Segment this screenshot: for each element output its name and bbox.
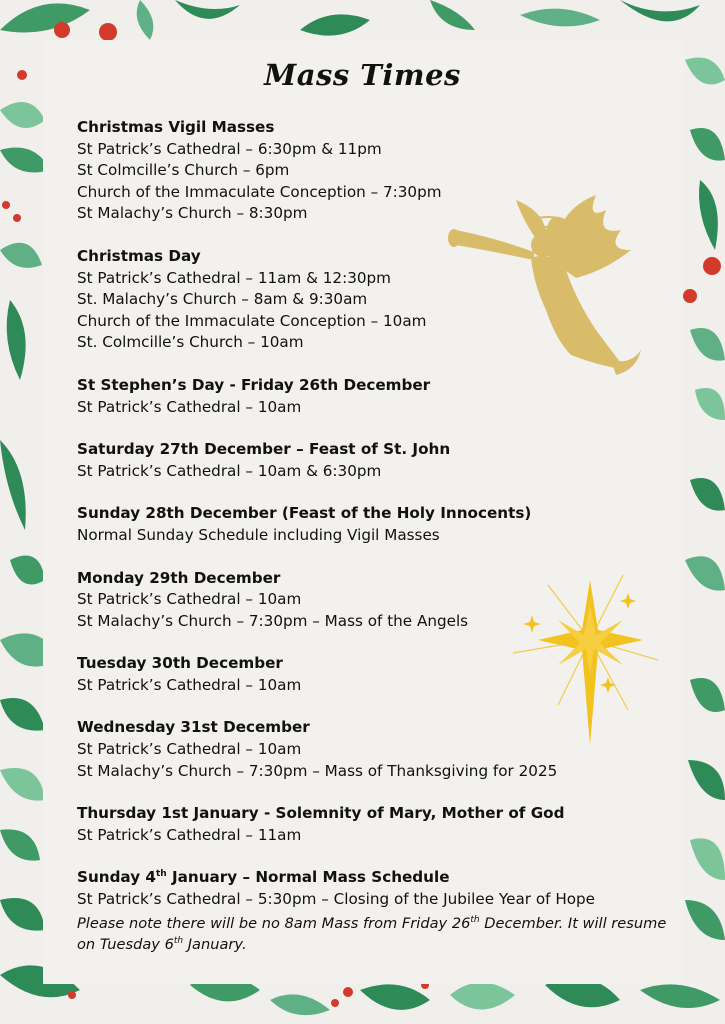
section-heading: Christmas Vigil Masses <box>77 118 275 136</box>
schedule-line: St Patrick’s Cathedral – 10am <box>77 397 302 416</box>
section-heading: Christmas Day <box>77 246 201 265</box>
schedule-section <box>77 653 677 696</box>
schedule-section <box>77 803 677 846</box>
heading-superscript: th <box>155 869 167 880</box>
schedule-line: Normal Sunday Schedule including Vigil Masses <box>77 525 440 544</box>
schedule-section-sunday-4th <box>77 867 677 910</box>
schedule-line: St Patrick’s Cathedral – 10am <box>77 590 302 609</box>
schedule-line: St Malachy’s Church – 7:30pm – Mass of Thanksgiving for 2025 <box>77 761 558 780</box>
section-heading: Saturday 27th December – Feast of St. John <box>77 440 451 459</box>
mass-schedule <box>77 117 677 956</box>
note-text: January. <box>183 936 247 954</box>
schedule-line: St. Malachy’s Church – 8am & 9:30am <box>77 290 368 309</box>
schedule-line: St Patrick’s Cathedral – 10am & 6:30pm <box>77 461 382 480</box>
schedule-section <box>77 568 677 633</box>
schedule-line: St Malachy’s Church – 7:30pm – Mass of the Angels <box>77 611 469 630</box>
schedule-line: St Patrick’s Cathedral – 11am <box>77 825 302 844</box>
schedule-line: St. Colmcille’s Church – 10am <box>77 333 304 352</box>
schedule-section <box>77 375 677 418</box>
section-heading: St Stephen’s Day - Friday 26th December <box>77 375 431 394</box>
section-heading: Thursday 1st January - Solemnity of Mary, Mother of God <box>77 804 565 823</box>
schedule-line: St Patrick’s Cathedral – 10am <box>77 740 302 759</box>
schedule-section <box>77 439 677 482</box>
schedule-sections <box>77 117 677 846</box>
closing-note <box>77 913 677 956</box>
note-text: Please note there will be no 8am Mass from Friday 26 <box>77 914 471 932</box>
note-superscript: th <box>470 914 480 925</box>
schedule-section <box>77 503 677 546</box>
page-title: Mass Times <box>264 58 461 92</box>
section-heading <box>77 867 677 889</box>
schedule-line: St Patrick’s Cathedral – 11am & 12:30pm <box>77 268 391 287</box>
section-heading: Wednesday 31st December <box>77 718 310 737</box>
heading-part: January – Normal Mass Schedule <box>166 868 450 887</box>
schedule-section <box>77 717 677 782</box>
note-text: December. It will resume on Tuesday 6 <box>77 914 667 954</box>
schedule-section <box>77 117 677 225</box>
section-heading: Sunday 28th December (Feast of the Holy Innocents) <box>77 504 532 523</box>
schedule-line: Church of the Immaculate Conception – 10am <box>77 311 427 330</box>
schedule-line: St Patrick’s Cathedral – 10am <box>77 675 302 694</box>
note-superscript: th <box>173 936 184 947</box>
schedule-line: Church of the Immaculate Conception – 7:30pm <box>77 182 442 201</box>
schedule-section <box>77 246 677 354</box>
schedule-line: St Patrick’s Cathedral – 5:30pm – Closing of the Jubilee Year of Hope <box>77 890 596 909</box>
schedule-line: St Patrick’s Cathedral – 6:30pm & 11pm <box>77 139 382 158</box>
heading-part: Sunday 4 <box>77 868 156 887</box>
section-heading: Tuesday 30th December <box>77 654 283 673</box>
schedule-line: St Malachy’s Church – 8:30pm <box>77 204 308 223</box>
section-heading: Monday 29th December <box>77 568 281 587</box>
schedule-line: St Colmcille’s Church – 6pm <box>77 161 290 180</box>
